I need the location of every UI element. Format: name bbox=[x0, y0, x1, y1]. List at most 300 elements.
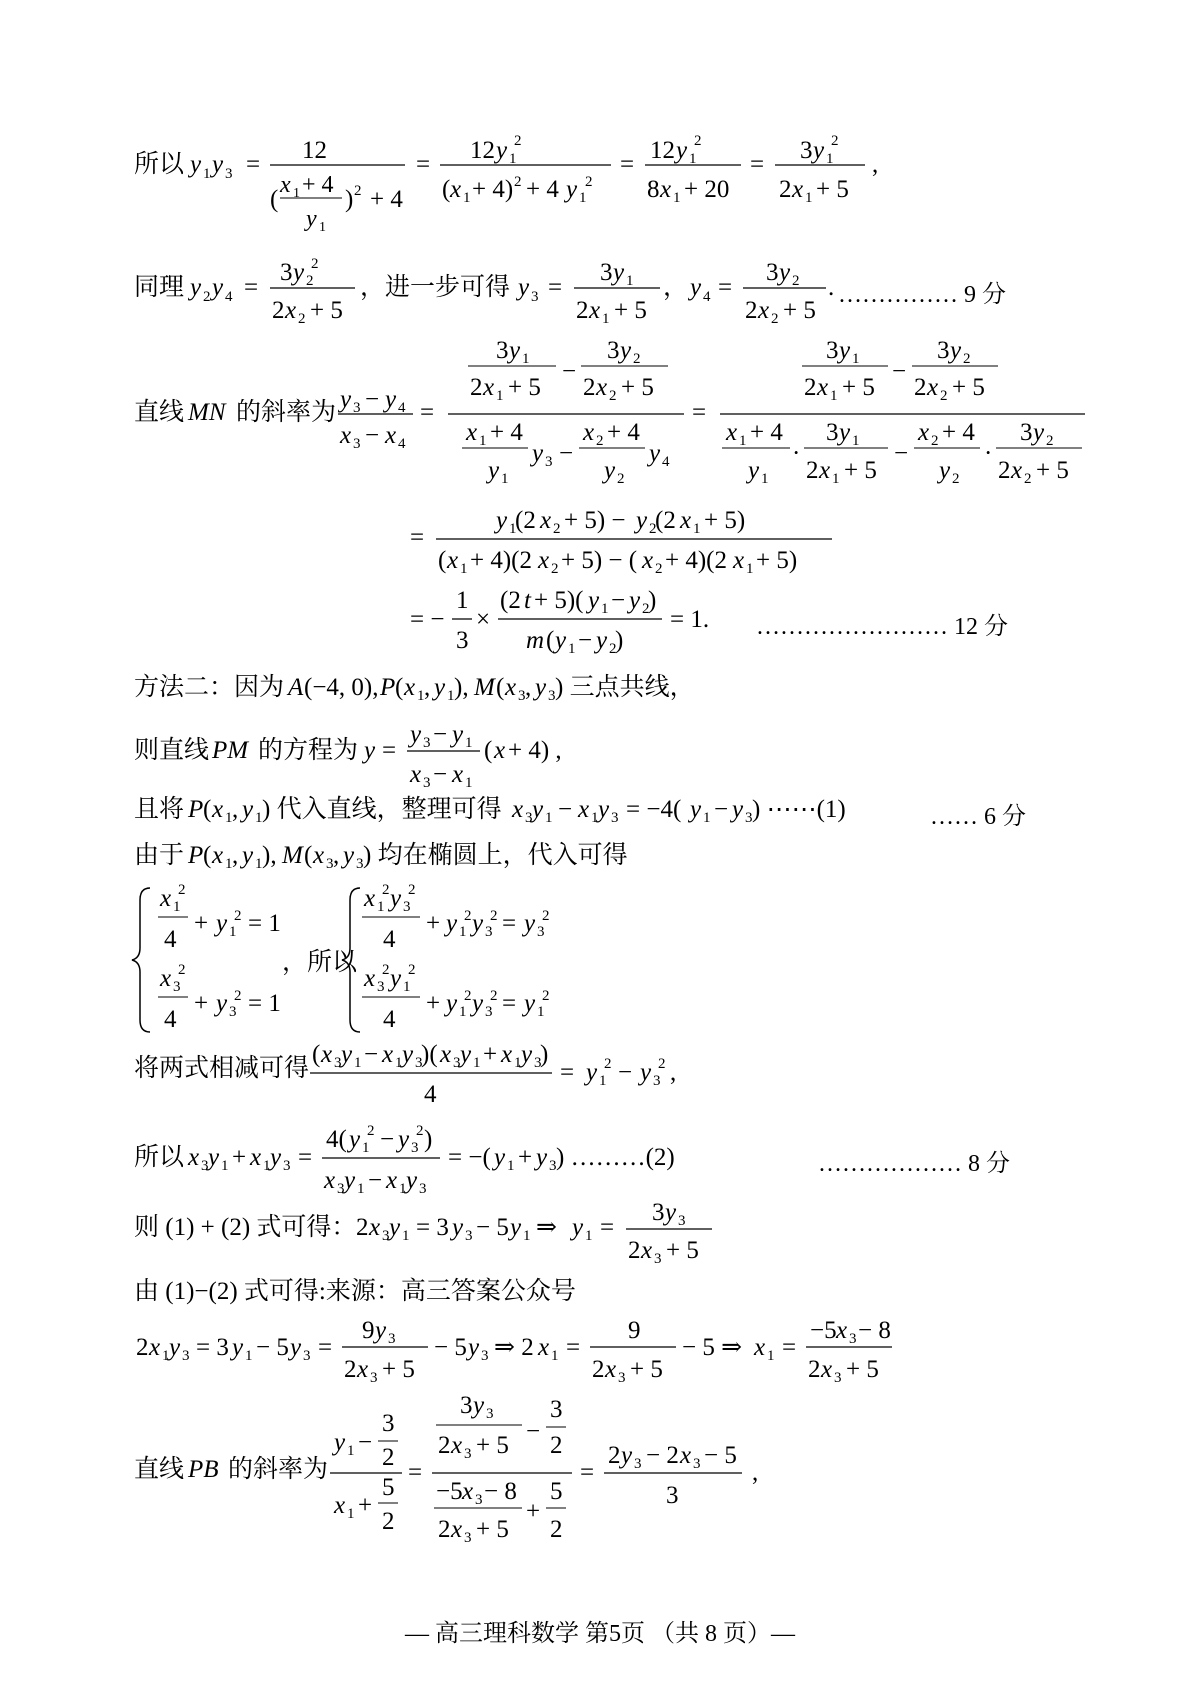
svg-text:− 2: − 2 bbox=[646, 1442, 679, 1469]
svg-text:1: 1 bbox=[852, 351, 860, 367]
line-6 bbox=[0, 660, 1200, 710]
svg-text:3: 3 bbox=[678, 1213, 686, 1229]
svg-text:): ) bbox=[540, 1041, 549, 1068]
svg-text:x: x bbox=[466, 419, 478, 446]
svg-text:2: 2 bbox=[550, 1432, 563, 1459]
svg-text:y: y bbox=[434, 674, 446, 701]
svg-text:3: 3 bbox=[370, 1370, 378, 1386]
svg-text:3: 3 bbox=[849, 1331, 857, 1347]
svg-text:3: 3 bbox=[388, 1331, 396, 1347]
svg-text:x: x bbox=[340, 422, 352, 449]
svg-text:+: + bbox=[358, 1492, 373, 1519]
svg-text:x: x bbox=[364, 885, 376, 912]
svg-text:y: y bbox=[375, 1317, 387, 1344]
svg-text:3: 3 bbox=[464, 1530, 472, 1545]
svg-text:的斜率为: 的斜率为 bbox=[236, 399, 337, 426]
svg-text:4: 4 bbox=[398, 400, 406, 416]
svg-text:·: · bbox=[792, 440, 801, 467]
svg-text:(2: (2 bbox=[515, 507, 536, 534]
svg-text:x: x bbox=[313, 842, 325, 869]
svg-text:x: x bbox=[483, 374, 495, 401]
svg-text:=: = bbox=[246, 151, 261, 178]
svg-text:=: = bbox=[560, 1059, 575, 1086]
svg-text:3: 3 bbox=[653, 1073, 661, 1089]
svg-text:y: y bbox=[270, 1144, 282, 1171]
svg-text:x: x bbox=[605, 1356, 617, 1383]
svg-text:2: 2 bbox=[914, 374, 927, 401]
svg-text:y: y bbox=[1033, 419, 1045, 446]
svg-text:2: 2 bbox=[963, 351, 971, 367]
svg-text:1: 1 bbox=[826, 151, 834, 167]
svg-text:4: 4 bbox=[225, 289, 233, 305]
svg-text:2: 2 bbox=[551, 561, 559, 577]
svg-text:+: + bbox=[526, 1498, 541, 1525]
svg-text:y: y bbox=[690, 274, 702, 301]
svg-text:3: 3 bbox=[337, 1181, 345, 1197]
svg-text:3: 3 bbox=[600, 259, 613, 286]
svg-text:1: 1 bbox=[591, 810, 599, 826]
svg-text:− 5: − 5 bbox=[256, 1334, 289, 1361]
svg-text:=: = bbox=[566, 1334, 581, 1361]
svg-text:+: + bbox=[426, 990, 441, 1017]
svg-text:2: 2 bbox=[771, 311, 779, 327]
svg-text:+ 4: + 4 bbox=[526, 176, 559, 203]
svg-text:=: = bbox=[382, 737, 397, 764]
svg-text:x: x bbox=[583, 419, 595, 446]
svg-text:PB: PB bbox=[188, 1456, 219, 1483]
svg-text:.: . bbox=[828, 274, 835, 301]
svg-text:3: 3 bbox=[485, 924, 493, 940]
svg-text:): ) bbox=[648, 587, 657, 614]
svg-text:5: 5 bbox=[550, 1478, 563, 1505]
svg-text:y: y bbox=[402, 1041, 414, 1068]
svg-text:x: x bbox=[285, 297, 297, 324]
svg-text:2: 2 bbox=[831, 133, 839, 149]
svg-text:直线: 直线 bbox=[134, 399, 185, 426]
svg-text:2: 2 bbox=[658, 1056, 666, 1072]
svg-text:): ) bbox=[615, 627, 624, 654]
svg-text:2: 2 bbox=[542, 988, 550, 1004]
svg-text:M: M bbox=[474, 674, 495, 701]
svg-text:−5: −5 bbox=[810, 1317, 837, 1344]
svg-text:y: y bbox=[460, 1041, 472, 1068]
svg-text:+ 5: + 5 bbox=[783, 297, 816, 324]
line-9 bbox=[0, 835, 1200, 885]
svg-text:x: x bbox=[726, 419, 738, 446]
svg-text:y: y bbox=[649, 440, 661, 467]
svg-text:−: − bbox=[365, 422, 380, 449]
svg-text:2: 2 bbox=[628, 1237, 641, 1264]
svg-text:+ 4: + 4 bbox=[942, 419, 975, 446]
svg-text:3: 3 bbox=[356, 856, 364, 872]
svg-text:1: 1 bbox=[509, 151, 517, 167]
svg-text:y: y bbox=[518, 274, 530, 301]
svg-text:=: = bbox=[580, 1459, 595, 1486]
svg-text:2: 2 bbox=[344, 1356, 357, 1383]
svg-text:2: 2 bbox=[609, 641, 617, 657]
svg-text:1: 1 bbox=[746, 561, 754, 577]
svg-text:2: 2 bbox=[583, 374, 596, 401]
svg-text:1: 1 bbox=[357, 1181, 365, 1197]
svg-text:y: y bbox=[452, 1214, 464, 1241]
svg-text:1: 1 bbox=[689, 151, 697, 167]
svg-text:+ 4: + 4 bbox=[302, 172, 334, 198]
svg-text:=: = bbox=[620, 151, 635, 178]
svg-text:= 1: = 1 bbox=[248, 990, 281, 1017]
svg-text:x: x bbox=[188, 1144, 200, 1171]
svg-text:− 5: − 5 bbox=[476, 1214, 509, 1241]
svg-text:将两式相减可得: 将两式相减可得 bbox=[134, 1055, 310, 1082]
svg-text:+ 5: + 5 bbox=[621, 374, 654, 401]
svg-text:x: x bbox=[578, 796, 590, 823]
svg-text:3: 3 bbox=[382, 1410, 395, 1437]
svg-text:−: − bbox=[578, 627, 593, 654]
svg-text:2: 2 bbox=[998, 457, 1011, 484]
svg-text:) 代入直线，整理可得: ) 代入直线，整理可得 bbox=[262, 796, 502, 823]
svg-text:+ 5: + 5 bbox=[614, 297, 647, 324]
svg-text:2: 2 bbox=[808, 1356, 821, 1383]
svg-text:3: 3 bbox=[481, 1348, 489, 1364]
svg-text:2: 2 bbox=[576, 297, 589, 324]
svg-text:y: y bbox=[190, 274, 202, 301]
svg-text:12: 12 bbox=[650, 137, 675, 164]
svg-text:=: = bbox=[244, 274, 259, 301]
score-6: …… 6 分 bbox=[930, 804, 1026, 830]
svg-text:x: x bbox=[357, 1356, 369, 1383]
svg-text:1: 1 bbox=[203, 166, 211, 182]
svg-text:y: y bbox=[496, 137, 508, 164]
svg-text:+ 5: + 5 bbox=[844, 457, 877, 484]
svg-text:+ 20: + 20 bbox=[684, 176, 730, 203]
svg-text:y: y bbox=[555, 627, 567, 654]
svg-text:,: , bbox=[525, 674, 532, 701]
svg-text:+ 5: + 5 bbox=[476, 1432, 509, 1459]
svg-text:,: , bbox=[424, 674, 431, 701]
svg-text:y: y bbox=[510, 1214, 522, 1241]
svg-text:则直线: 则直线 bbox=[134, 737, 210, 764]
svg-text:3: 3 bbox=[415, 1055, 423, 1071]
score-9: …………… 9 分 bbox=[838, 282, 1006, 308]
line-1 bbox=[0, 0, 1200, 240]
svg-text:y: y bbox=[472, 910, 484, 937]
svg-text:+: + bbox=[232, 1144, 247, 1171]
svg-text:1: 1 bbox=[463, 190, 471, 206]
svg-text:) 均在椭圆上，代入可得: ) 均在椭圆上，代入可得 bbox=[363, 842, 628, 869]
line-13 bbox=[0, 1198, 1200, 1278]
svg-text:1: 1 bbox=[456, 587, 469, 614]
svg-text:1: 1 bbox=[693, 521, 701, 537]
svg-text:+ 5: + 5 bbox=[310, 297, 343, 324]
svg-text:3: 3 bbox=[545, 454, 553, 470]
svg-text:,: , bbox=[670, 1059, 677, 1086]
svg-text:4: 4 bbox=[164, 926, 177, 953]
svg-text:= −: = − bbox=[410, 606, 445, 633]
svg-text:3: 3 bbox=[453, 1055, 461, 1071]
svg-text:− 5 ⇒: − 5 ⇒ bbox=[682, 1334, 743, 1361]
svg-text:y: y bbox=[452, 721, 464, 748]
svg-text:+ 4: + 4 bbox=[750, 419, 783, 446]
svg-text:+ 5) −: + 5) − bbox=[564, 507, 626, 534]
svg-text:x: x bbox=[385, 422, 397, 449]
svg-text:1: 1 bbox=[739, 433, 747, 449]
svg-text:4: 4 bbox=[424, 1081, 437, 1108]
svg-text:x: x bbox=[450, 176, 462, 203]
svg-text:2: 2 bbox=[234, 908, 242, 924]
line-12 bbox=[0, 1120, 1200, 1200]
svg-text:− 8: − 8 bbox=[858, 1317, 891, 1344]
svg-text:y: y bbox=[532, 796, 544, 823]
svg-text:2: 2 bbox=[596, 433, 604, 449]
svg-text:y: y bbox=[535, 674, 547, 701]
svg-text:−5: −5 bbox=[436, 1478, 463, 1505]
svg-text:3: 3 bbox=[766, 259, 779, 286]
svg-text:y: y bbox=[169, 1334, 181, 1361]
svg-text:2: 2 bbox=[804, 374, 817, 401]
svg-text:P: P bbox=[380, 674, 396, 701]
svg-text:3: 3 bbox=[423, 775, 431, 790]
svg-text:1: 1 bbox=[545, 810, 553, 826]
line-2 bbox=[0, 240, 1200, 330]
svg-text:−: − bbox=[714, 796, 729, 823]
svg-text:y: y bbox=[536, 1144, 548, 1171]
svg-text:(: ( bbox=[484, 737, 493, 764]
svg-text:) ………(2): ) ………(2) bbox=[556, 1144, 675, 1171]
svg-text:x: x bbox=[819, 457, 831, 484]
svg-text:x: x bbox=[334, 1492, 346, 1519]
svg-text:P: P bbox=[188, 842, 204, 869]
svg-text:2: 2 bbox=[382, 882, 390, 898]
svg-text:1: 1 bbox=[599, 1073, 607, 1089]
svg-text:3: 3 bbox=[531, 289, 539, 305]
svg-text:x: x bbox=[451, 1432, 463, 1459]
svg-text:+ 5: + 5 bbox=[952, 374, 985, 401]
svg-text:2: 2 bbox=[609, 388, 617, 404]
svg-text:x: x bbox=[410, 761, 422, 788]
page-footer: — 高三理科数学 第5页 （共 8 页）— bbox=[405, 1621, 795, 1647]
svg-text:−: − bbox=[618, 1059, 633, 1086]
svg-text:−: − bbox=[611, 587, 626, 614]
svg-text:A: A bbox=[288, 674, 304, 701]
svg-text:y: y bbox=[629, 587, 641, 614]
svg-text:2: 2 bbox=[608, 1442, 621, 1469]
svg-text:3: 3 bbox=[173, 979, 181, 995]
svg-text:3: 3 bbox=[518, 688, 526, 704]
svg-text:4: 4 bbox=[398, 436, 406, 452]
svg-text:3: 3 bbox=[403, 899, 411, 915]
svg-text:3: 3 bbox=[486, 1406, 494, 1422]
svg-text:),: ), bbox=[262, 842, 277, 869]
svg-text:y: y bbox=[613, 259, 625, 286]
svg-text:y: y bbox=[385, 386, 397, 413]
svg-text:1: 1 bbox=[761, 471, 769, 487]
svg-text:3: 3 bbox=[485, 1004, 493, 1020]
svg-text:2: 2 bbox=[464, 908, 472, 924]
svg-text:y: y bbox=[468, 1334, 480, 1361]
svg-text:−: − bbox=[358, 1429, 373, 1456]
svg-text:+ 5: + 5 bbox=[1036, 457, 1069, 484]
svg-text:，进一步可得: ，进一步可得 bbox=[360, 274, 511, 301]
svg-text:1: 1 bbox=[173, 899, 181, 915]
svg-text:x: x bbox=[538, 547, 550, 574]
svg-text:x: x bbox=[440, 1041, 452, 1068]
svg-text:y: y bbox=[665, 1199, 677, 1226]
svg-text:2: 2 bbox=[585, 174, 593, 190]
svg-text:y: y bbox=[586, 1059, 598, 1086]
svg-text:1: 1 bbox=[473, 1055, 481, 1071]
svg-text:1: 1 bbox=[626, 273, 634, 289]
svg-text:1: 1 bbox=[447, 688, 455, 704]
svg-text:+: + bbox=[426, 910, 441, 937]
svg-text:的斜率为: 的斜率为 bbox=[228, 1456, 329, 1483]
svg-text:2: 2 bbox=[356, 1214, 369, 1241]
svg-text:y: y bbox=[839, 337, 851, 364]
svg-text:y: y bbox=[212, 151, 224, 178]
svg-text:=: = bbox=[782, 1334, 797, 1361]
svg-text:x: x bbox=[321, 1041, 333, 1068]
svg-text:1: 1 bbox=[354, 1055, 362, 1071]
svg-text:1: 1 bbox=[459, 924, 467, 940]
svg-text:x: x bbox=[538, 1334, 550, 1361]
svg-text:x: x bbox=[280, 172, 291, 198]
svg-text:(: ( bbox=[546, 627, 555, 654]
svg-text:x: x bbox=[758, 297, 770, 324]
svg-text:(2: (2 bbox=[655, 507, 676, 534]
svg-text:y: y bbox=[566, 176, 578, 203]
svg-text:且将: 且将 bbox=[134, 796, 185, 823]
svg-text:1: 1 bbox=[221, 1158, 229, 1174]
svg-text:x: x bbox=[540, 507, 552, 534]
svg-text:−: − bbox=[558, 796, 573, 823]
svg-text:2: 2 bbox=[416, 1123, 424, 1139]
svg-text:1: 1 bbox=[402, 1228, 410, 1244]
svg-text:+ 5) − (: + 5) − ( bbox=[561, 547, 638, 574]
svg-text:4: 4 bbox=[383, 1006, 396, 1033]
svg-text:x: x bbox=[324, 1167, 336, 1194]
svg-text:2: 2 bbox=[1024, 471, 1032, 487]
svg-text:2: 2 bbox=[655, 561, 663, 577]
svg-text:+ 4: + 4 bbox=[607, 419, 640, 446]
svg-text:2: 2 bbox=[272, 297, 285, 324]
svg-text:y: y bbox=[398, 1126, 410, 1153]
svg-text:1: 1 bbox=[362, 1140, 370, 1156]
svg-text:2: 2 bbox=[745, 297, 758, 324]
svg-text:x: x bbox=[451, 1516, 463, 1543]
svg-text:y: y bbox=[216, 910, 228, 937]
svg-text:1: 1 bbox=[832, 471, 840, 487]
svg-text:)(: )( bbox=[421, 1041, 438, 1068]
svg-text:(: ( bbox=[442, 176, 451, 203]
svg-text:y: y bbox=[596, 627, 608, 654]
svg-text:⇒ 2: ⇒ 2 bbox=[494, 1334, 534, 1361]
svg-text:+: + bbox=[194, 990, 209, 1017]
svg-text:1: 1 bbox=[229, 924, 237, 940]
svg-text:2: 2 bbox=[940, 388, 948, 404]
svg-text:x: x bbox=[733, 547, 745, 574]
line-8 bbox=[0, 790, 1200, 840]
svg-text:x: x bbox=[212, 842, 224, 869]
svg-text:=: = bbox=[600, 1214, 615, 1241]
svg-text:+ 4: + 4 bbox=[490, 419, 523, 446]
line-11 bbox=[0, 1040, 1200, 1120]
svg-text:1: 1 bbox=[509, 521, 517, 537]
svg-text:−: − bbox=[894, 440, 909, 467]
svg-text:y: y bbox=[621, 1442, 633, 1469]
svg-text:+ 5: + 5 bbox=[630, 1356, 663, 1383]
svg-text:5: 5 bbox=[382, 1474, 395, 1501]
svg-text:3: 3 bbox=[654, 1251, 662, 1267]
svg-text:y: y bbox=[732, 796, 744, 823]
svg-text:2: 2 bbox=[354, 183, 362, 199]
svg-text:3: 3 bbox=[496, 337, 509, 364]
svg-text:x: x bbox=[505, 674, 517, 701]
svg-text:2: 2 bbox=[382, 1508, 395, 1535]
svg-text:2: 2 bbox=[553, 521, 561, 537]
svg-text:x: x bbox=[386, 1167, 398, 1194]
svg-text:2: 2 bbox=[311, 256, 319, 272]
svg-text:3: 3 bbox=[534, 1055, 542, 1071]
svg-text:=: = bbox=[408, 1459, 423, 1486]
line-4 bbox=[0, 500, 1200, 580]
svg-text:2: 2 bbox=[470, 374, 483, 401]
svg-text:8: 8 bbox=[647, 176, 660, 203]
svg-text:1: 1 bbox=[496, 388, 504, 404]
svg-text:= 1: = 1 bbox=[248, 910, 281, 937]
svg-text:y: y bbox=[488, 457, 500, 484]
svg-text:y: y bbox=[604, 457, 616, 484]
svg-text:y: y bbox=[588, 587, 600, 614]
svg-text:y: y bbox=[813, 137, 825, 164]
svg-text:2: 2 bbox=[1046, 433, 1054, 449]
svg-text:y: y bbox=[446, 910, 458, 937]
svg-text:y: y bbox=[390, 885, 402, 912]
svg-text:x: x bbox=[149, 1334, 161, 1361]
svg-text:− 5: − 5 bbox=[704, 1442, 737, 1469]
svg-text:3: 3 bbox=[225, 166, 233, 182]
svg-text:=: = bbox=[420, 399, 435, 426]
svg-text:同理: 同理 bbox=[134, 274, 185, 301]
svg-text:y: y bbox=[406, 1167, 418, 1194]
svg-text:(: ( bbox=[395, 674, 404, 701]
svg-text:2: 2 bbox=[806, 457, 819, 484]
svg-text:y: y bbox=[341, 1041, 353, 1068]
svg-text:y: y bbox=[524, 990, 536, 1017]
svg-text:1: 1 bbox=[551, 1348, 559, 1364]
svg-text:2: 2 bbox=[306, 273, 314, 289]
svg-text:3: 3 bbox=[377, 979, 385, 995]
line-16 bbox=[0, 1395, 1200, 1545]
svg-text:) 三点共线，: ) 三点共线， bbox=[555, 674, 695, 701]
svg-text:4(: 4( bbox=[326, 1126, 347, 1153]
svg-text:3: 3 bbox=[326, 856, 334, 872]
svg-text:y: y bbox=[509, 337, 521, 364]
svg-text:x: x bbox=[364, 965, 376, 992]
svg-text:x: x bbox=[382, 1041, 394, 1068]
svg-text:(: ( bbox=[312, 1041, 321, 1068]
svg-text:x: x bbox=[754, 1334, 766, 1361]
svg-text:3: 3 bbox=[280, 259, 293, 286]
svg-text:4: 4 bbox=[164, 1006, 177, 1033]
svg-text:3: 3 bbox=[666, 1482, 679, 1509]
svg-text:,: , bbox=[232, 842, 239, 869]
svg-text:= −4(: = −4( bbox=[626, 796, 682, 823]
svg-text:2: 2 bbox=[642, 601, 650, 617]
svg-text:1: 1 bbox=[465, 775, 473, 790]
svg-text:y: y bbox=[232, 1334, 244, 1361]
svg-text:x: x bbox=[1011, 457, 1023, 484]
svg-text:⇒: ⇒ bbox=[536, 1214, 557, 1241]
svg-text:1: 1 bbox=[263, 1158, 271, 1174]
svg-text:2: 2 bbox=[438, 1432, 451, 1459]
